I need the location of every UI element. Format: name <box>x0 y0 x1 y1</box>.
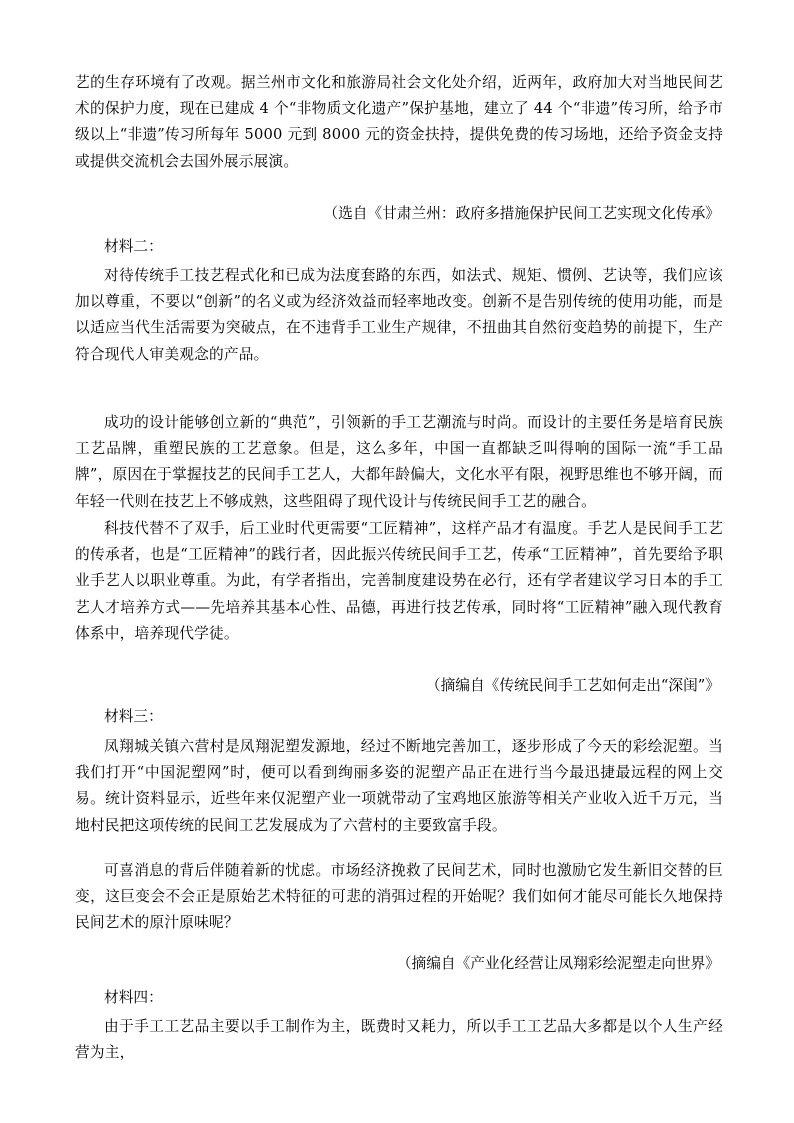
paragraph: 科技代替不了双手，后工业时代更需要“工匠精神”，这样产品才有温度。手艺人是民间手工艺的传承者，也是“工匠精神”的践行者，因此振兴传统民间手工艺，传承“工匠精神”，首先要给予职业手艺人以职业尊重。为此，有学者指出，完善制度建设势在必行，还有学者建议学习日本的手工艺人才培养方式——先培养其基本心性、品德，再进行技艺传承，同时将“工匠精神”融入现代教育体系中，培养现代学徒。 <box>75 520 723 642</box>
section-label: 材料三： <box>104 708 163 725</box>
paragraph: 对待传统手工技艺程式化和已成为法度套路的东西，如法式、规矩、惯例、艺诀等，我们应该加以尊重，不要以“创新”的名义或为经济效益而轻率地改变。创新不是告别传统的使用功能，而是以适应当代生活需要为突破点，在不违背手工业生产规律，不扭曲其自然衍变趋势的前提下，生产符合现代人审美观念的产品。 <box>75 267 723 363</box>
section-label: 材料四： <box>104 989 163 1006</box>
paragraph-continuation: 艺的生存环境有了改观。据兰州市文化和旅游局社会文化处介绍，近两年，政府加大对当地民间艺术的保护力度，现在已建成 4 个“非物质文化遗产”保护基地，建立了 44 个“非遗”传习所，给予市级以上“非遗”传习所每年 5000 元到 8000 元的资金扶持，提供免费的传习场地，还给予资金支持或提供交流机会去国外展示展演。 <box>75 74 723 170</box>
source-citation: （摘编自《产业化经营让凤翔彩绘泥塑走向世界》 <box>396 955 720 972</box>
paragraph: 可喜消息的背后伴随着新的忧虑。市场经济挽救了民间艺术，同时也激励它发生新旧交替的巨变，这巨变会不会正是原始艺术特征的可悲的消弭过程的开始呢？我们如何才能尽可能长久地保持民间艺术的原汁原味呢？ <box>75 862 723 932</box>
paragraph: 凤翔城关镇六营村是凤翔泥塑发源地，经过不断地完善加工，逐步形成了今天的彩绘泥塑。当我们打开“中国泥塑网”时，便可以看到绚丽多姿的泥塑产品正在进行当今最迅捷最远程的网上交易。统计资料显示，近些年来仅泥塑产业一项就带动了宝鸡地区旅游等相关产业收入近千万元，当地村民把这项传统的民间工艺发展成为了六营村的主要致富手段。 <box>75 738 723 834</box>
paragraph: 由于手工工艺品主要以手工制作为主，既费时又耗力，所以手工工艺品大多都是以个人生产经营为主， <box>75 1018 723 1062</box>
source-citation: （摘编自《传统民间手工艺如何走出“深闺”》 <box>425 677 720 694</box>
paragraph: 成功的设计能够创立新的“典范”，引领新的手工艺潮流与时尚。而设计的主要任务是培育民族工艺品牌，重塑民族的工艺意象。但是，这么多年，中国一直都缺乏叫得响的国际一流“手工品牌”，原因在于掌握技艺的民间手工艺人，大都年龄偏大，文化水平有限，视野思维也不够开阔，而年轻一代则在技艺上不够成熟，这些阻碍了现代设计与传统民间手工艺的融合。 <box>75 414 723 510</box>
section-label: 材料二： <box>104 238 163 255</box>
source-citation: （选自《甘肃兰州：政府多措施保护民间工艺实现文化传承》 <box>323 205 720 222</box>
